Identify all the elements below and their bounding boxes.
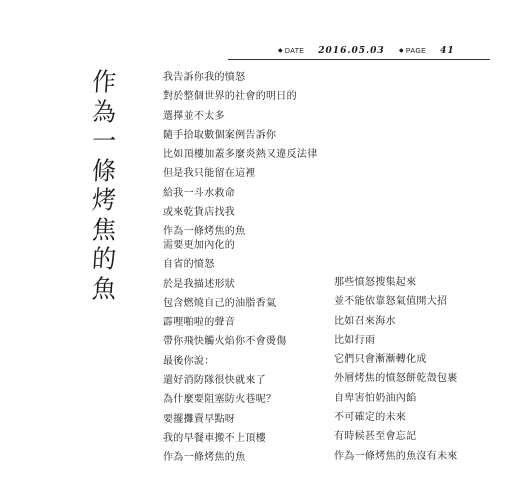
poem-line: 比如召來海水: [334, 315, 396, 327]
title-char: 條: [91, 155, 118, 186]
title-char: 的: [91, 244, 118, 274]
stanza-one: [163, 68, 318, 242]
poem-line: 還好消防隊很快就來了: [163, 375, 266, 387]
stanza-two-right: [334, 273, 458, 466]
title-char: 烤: [91, 185, 118, 215]
diamond-icon: ◆: [278, 47, 283, 54]
poem-line: 自卑害怕奶油內餡: [334, 392, 417, 404]
poem-line: 比如行雨: [334, 334, 376, 346]
poem-line: 外層烤焦的憤怒餅乾殼包裹: [334, 373, 458, 385]
poem-line: 作為一條烤焦的魚: [163, 226, 246, 238]
poem-line: 作為一條烤焦的魚沒有未來: [334, 450, 458, 462]
poem-line: 要擺攤賣早點呀: [163, 413, 236, 425]
poem-line: 選擇並不太多: [163, 110, 225, 122]
poem-line: 或來乾貨店找我: [163, 207, 236, 219]
poem-line: 並不能依靠怒氣值開大招: [334, 296, 448, 308]
poem-line: 那些憤怒搜集起來: [334, 277, 417, 288]
title-char: 魚: [91, 273, 118, 304]
title-char: 為: [91, 96, 118, 127]
header-page: [399, 46, 455, 56]
poem-line: 需要更加內化的: [163, 240, 236, 251]
poem-line: 不可確定的未來: [334, 412, 407, 424]
poem-line: 它們只會漸漸轉化成: [334, 354, 427, 366]
poem-line: 我告訴你我的憤怒: [163, 72, 246, 83]
poem-line: 比如頂樓加蓋多麼炎熱又違反法律: [163, 149, 318, 161]
title-char: 作: [91, 67, 118, 97]
poem-line: 有時候甚至會忘記: [334, 431, 417, 443]
page-label: PAGE: [405, 48, 427, 55]
poem-line: 作為一條烤焦的魚: [163, 452, 246, 464]
poem-line: 為什麼要阻塞防火巷呢？: [163, 394, 277, 406]
diamond-icon: ◆: [399, 47, 404, 54]
poem-line: 帶你飛快觸火焰你不會燙傷: [163, 336, 287, 348]
poem-line: 我的早餐車搬不上頂樓: [163, 432, 266, 444]
poem-line: 最後你說：: [163, 355, 215, 367]
poem-line: 包含燃燒自己的油脂香氣: [163, 297, 277, 309]
title-char: 一: [91, 126, 118, 156]
poem-line: 自省的憤怒: [163, 259, 215, 271]
page-number: 41: [440, 46, 455, 56]
header-rule: [228, 59, 490, 60]
poem-line: 對於整個世界的社會的明日的: [163, 91, 297, 103]
title-char: 焦: [91, 214, 118, 245]
poem-line: 給我一斗水救命: [163, 187, 236, 199]
poem-line: 但是我只能留在這裡: [163, 168, 256, 180]
stanza-two-left: [163, 236, 287, 468]
poem-title: [86, 68, 122, 304]
date-value: 2016.05.03: [318, 46, 385, 56]
header-date: [278, 46, 385, 56]
date-label: DATE: [284, 48, 305, 55]
poem-line: 於是我描述形狀: [163, 278, 236, 290]
poem-line: 霹哩啪啦的聲音: [163, 317, 236, 329]
poem-line: 隨手拾取數個案例告訴你: [163, 129, 277, 141]
